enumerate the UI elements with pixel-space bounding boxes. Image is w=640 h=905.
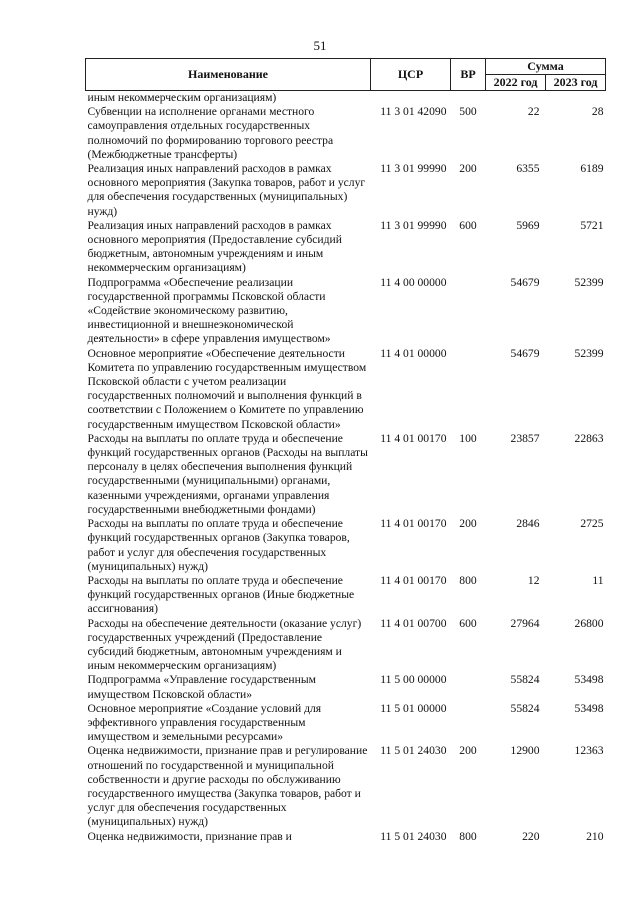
row-sum-2023: 5721 (580, 218, 604, 232)
table-row (86, 162, 606, 219)
row-csr: 11 5 01 00000 (380, 701, 447, 715)
table-row (86, 219, 606, 276)
row-sum-2022: 2846 (516, 517, 540, 531)
row-vr (451, 347, 486, 432)
row-vr: 800 (459, 829, 477, 843)
row-sum-2023: 11 (592, 573, 604, 587)
row-sum-2023: 52399 (574, 346, 604, 360)
row-vr: 600 (459, 616, 477, 630)
row-vr: 600 (459, 218, 477, 232)
table-row (86, 673, 606, 701)
row-sum-2023 (546, 91, 606, 106)
row-vr: 800 (459, 573, 477, 587)
table-row (86, 276, 606, 347)
row-sum-2023: 6189 (580, 162, 604, 176)
row-sum-2022: 54679 (510, 346, 540, 360)
table-row (86, 830, 606, 844)
row-sum-2022: 220 (522, 829, 540, 843)
row-sum-2022: 23857 (510, 431, 540, 445)
row-csr (371, 91, 451, 106)
header-year-2022: 2022 год (486, 75, 546, 91)
row-name: Подпрограмма «Управление государственным имуществом Псковской области» (87, 673, 316, 701)
row-sum-2022: 55824 (510, 673, 540, 687)
row-sum-2022: 12900 (510, 744, 540, 758)
row-csr: 11 4 00 00000 (380, 275, 447, 289)
row-vr (451, 276, 486, 347)
header-name: Наименование (86, 59, 371, 91)
page-number: 51 (313, 38, 327, 53)
header-sum: Сумма (486, 59, 606, 75)
row-csr: 11 4 01 00170 (380, 431, 447, 445)
row-csr: 11 3 01 99990 (380, 162, 447, 176)
row-csr: 11 5 00 00000 (380, 673, 447, 687)
row-sum-2023: 28 (591, 105, 604, 119)
row-sum-2022: 22 (527, 105, 540, 119)
row-csr: 11 5 01 24030 (380, 829, 447, 843)
table-row (86, 347, 606, 432)
row-csr: 11 4 01 00700 (380, 616, 447, 630)
row-name: иным некоммерческим организациям) (87, 91, 277, 104)
row-sum-2022: 27964 (510, 616, 540, 630)
table-row (86, 432, 606, 517)
budget-table (85, 58, 606, 844)
row-sum-2022: 55824 (510, 701, 540, 715)
row-sum-2022: 12 (527, 573, 540, 587)
row-vr (451, 91, 486, 106)
row-name: Расходы на выплаты по оплате труда и обеспечение функций государственных органов (Расходы на выплаты персоналу в целях обеспечения выполнения функций государственными (муниципальными) органами, казенными учреждениями, органами управления государственными внебюджетными фондами) (87, 431, 368, 516)
row-vr (451, 702, 486, 745)
table-body (86, 91, 606, 844)
row-vr: 200 (459, 744, 477, 758)
table-row (86, 617, 606, 674)
row-name: Оценка недвижимости, признание прав и (87, 829, 292, 843)
header-csr: ЦСР (371, 59, 451, 91)
row-csr: 11 4 01 00170 (380, 517, 447, 531)
row-sum-2023: 53498 (574, 701, 604, 715)
row-name: Основное мероприятие «Обеспечение деятельности Комитета по управлению государственным имуществом Псковской области с учетом реализации государственных полномочий и выполнения функций в соответствии с Положением о Комитете по управлению государственным имуществом Псковской области» (87, 346, 367, 431)
row-csr: 11 5 01 24030 (380, 744, 447, 758)
row-sum-2023: 52399 (574, 275, 604, 289)
row-name: Расходы на выплаты по оплате труда и обеспечение функций государственных органов (Иные бюджетные ассигнования) (87, 573, 355, 616)
table-row (86, 744, 606, 829)
row-name: Реализация иных направлений расходов в рамках основного мероприятия (Предоставление субсидий бюджетным, автономным учреждениям и иным некоммерческим организациям) (87, 218, 342, 275)
row-sum-2023: 53498 (574, 673, 604, 687)
table-row (86, 105, 606, 162)
row-sum-2023: 26800 (574, 616, 604, 630)
row-name: Подпрограмма «Обеспечение реализации государственной программы Псковской области «Содействие экономическому развитию, инвестиционной и внешнеэкономической деятельности» в сфере управления имуществом» (87, 275, 331, 346)
row-sum-2023: 210 (586, 829, 604, 843)
row-csr: 11 4 01 00170 (380, 573, 447, 587)
row-vr: 500 (459, 105, 477, 119)
row-csr: 11 3 01 99990 (380, 218, 447, 232)
row-sum-2022 (486, 91, 546, 106)
row-name: Расходы на обеспечение деятельности (оказание услуг) государственных учреждений (Предоставление субсидий бюджетным, автономным учреждениям и иным некоммерческим организациям) (87, 616, 362, 673)
row-name: Оценка недвижимости, признание прав и регулирование отношений по государственной и муниципальной собственности и другие расходы по обслуживанию государственного имущества (Закупка товаров, работ и услуг для обеспечения государственных (муниципальных) нужд) (87, 744, 368, 829)
row-sum-2023: 22863 (574, 431, 604, 445)
row-csr: 11 4 01 00000 (380, 346, 447, 360)
header-vr: ВР (451, 59, 486, 91)
header-year-2023: 2023 год (546, 75, 606, 91)
table-row (86, 574, 606, 617)
row-name: Субвенции на исполнение органами местного самоуправления отдельных государственных полномочий по формированию торгового реестра (Межбюджетные трансферты) (87, 105, 334, 161)
row-vr (451, 673, 486, 701)
row-sum-2022: 5969 (516, 218, 540, 232)
row-name: Реализация иных направлений расходов в рамках основного мероприятия (Закупка товаров, работ и услуг для обеспечения государственных (муниципальных) нужд) (87, 162, 366, 218)
table-row (86, 91, 606, 106)
table-row (86, 702, 606, 745)
row-sum-2022: 54679 (510, 275, 540, 289)
row-sum-2022: 6355 (516, 162, 540, 176)
table-row (86, 517, 606, 574)
row-vr: 100 (459, 431, 477, 445)
row-vr: 200 (459, 517, 477, 531)
row-name: Основное мероприятие «Создание условий для эффективного управления государственным имуществом и земельными ресурсами» (87, 701, 322, 744)
row-sum-2023: 12363 (574, 744, 604, 758)
row-csr: 11 3 01 42090 (380, 105, 447, 119)
row-sum-2023: 2725 (580, 517, 604, 531)
row-vr: 200 (459, 162, 477, 176)
row-name: Расходы на выплаты по оплате труда и обеспечение функций государственных органов (Закупка товаров, работ и услуг для обеспечения государственных (муниципальных) нужд) (87, 517, 350, 573)
